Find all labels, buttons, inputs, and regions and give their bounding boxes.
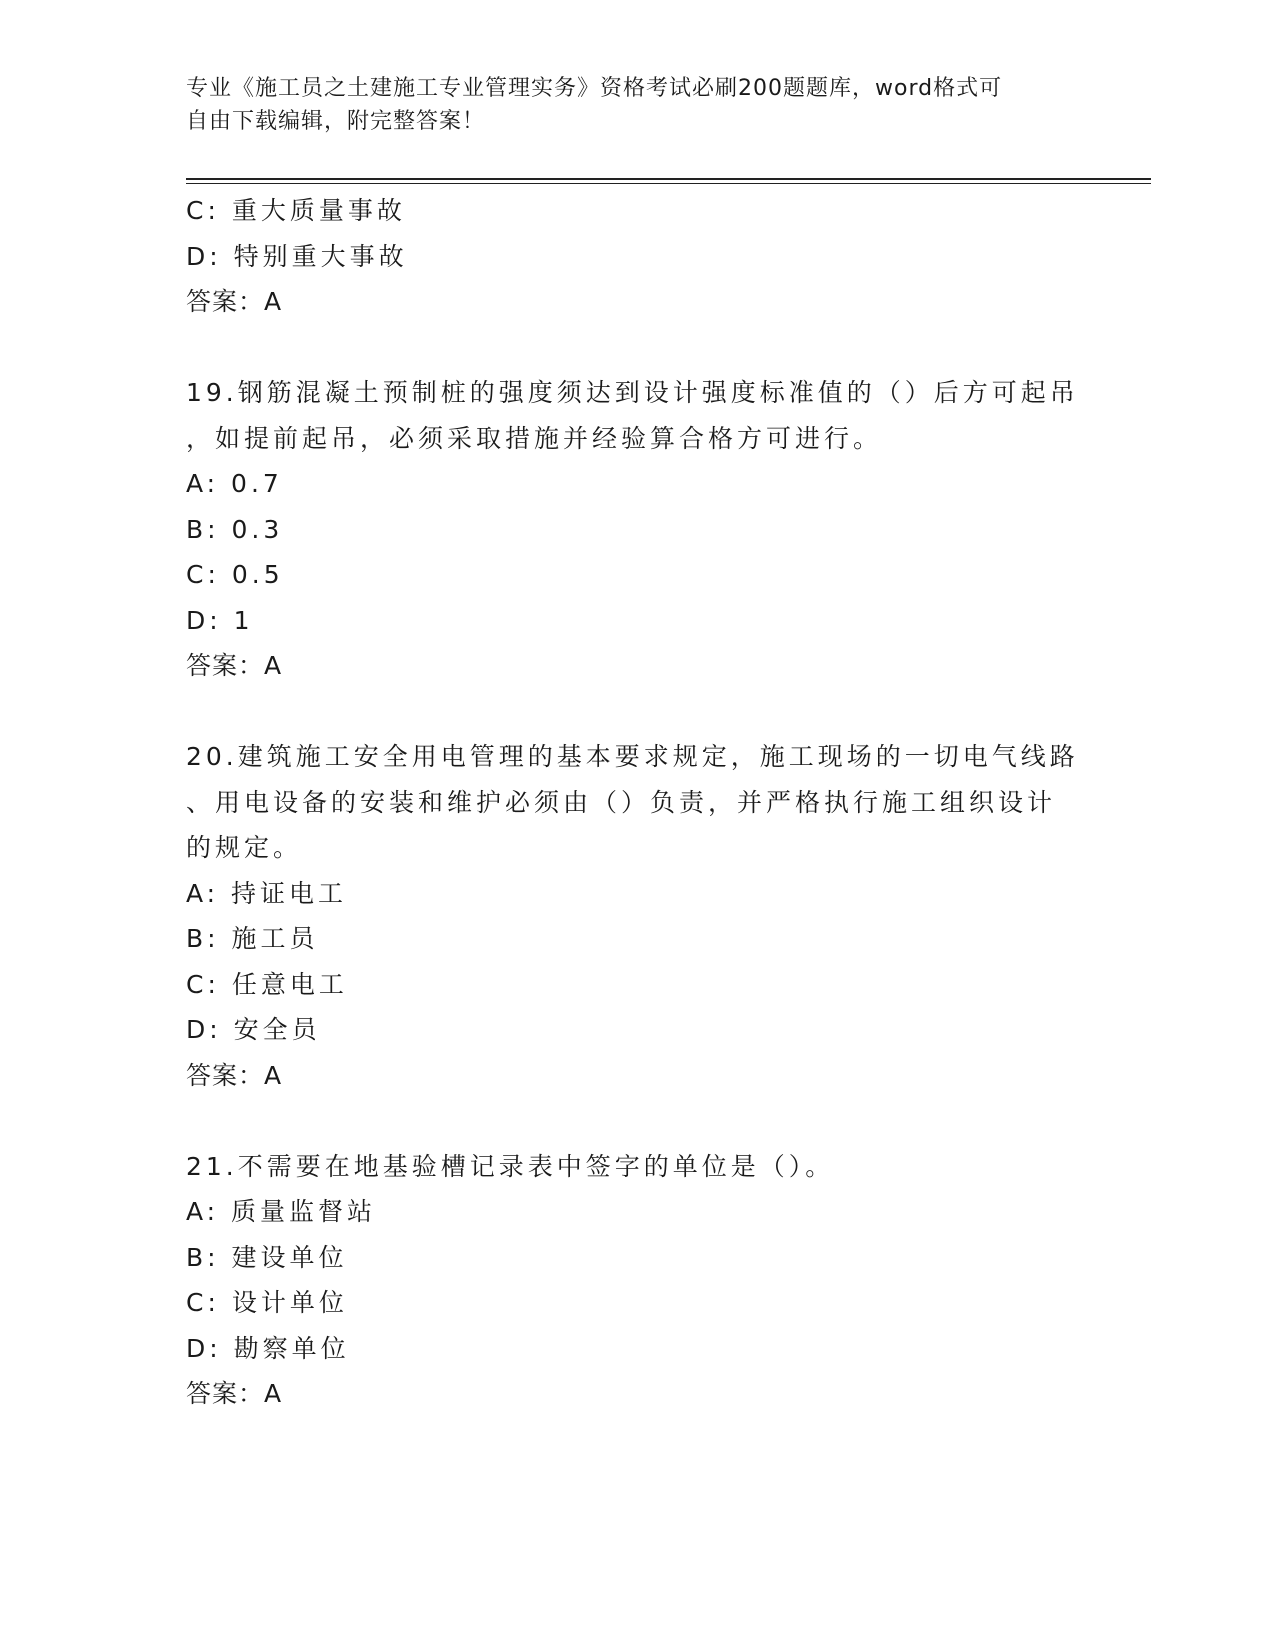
option-text: 勘察单位 <box>233 1333 350 1363</box>
option-line <box>186 1280 1086 1326</box>
option-text: 0.5 <box>231 560 284 589</box>
option-text: 重大质量事故 <box>231 196 406 225</box>
question-text-line: 、用电设备的安装和维护必须由（）负责，并严格执行施工组织设计 <box>186 787 1057 817</box>
option-text: 0.3 <box>231 514 284 544</box>
option-key: C: <box>186 560 220 589</box>
option-text: 1 <box>233 605 254 635</box>
question-text-line: 19.钢筋混凝土预制桩的强度须达到设计强度标准值的（）后方可起吊 <box>186 378 1079 407</box>
option-text: 质量监督站 <box>231 1197 377 1226</box>
option-text: 建设单位 <box>231 1242 348 1272</box>
option-text: 任意电工 <box>231 969 348 999</box>
option-line <box>186 234 1086 280</box>
answer-line: 答案：A <box>186 287 283 316</box>
option-line <box>186 1235 1086 1281</box>
header-rule-thick <box>186 178 1151 180</box>
option-line <box>186 552 1086 598</box>
option-text: 设计单位 <box>231 1288 348 1317</box>
option-line <box>186 871 1086 917</box>
question-text-line: 20.建筑施工安全用电管理的基本要求规定，施工现场的一切电气线路 <box>186 742 1079 771</box>
option-text: 施工员 <box>231 924 319 953</box>
question-text-line: 21.不需要在地基验槽记录表中签字的单位是（）。 <box>186 1151 835 1181</box>
option-line <box>186 1189 1086 1235</box>
header-line-2: 自由下载编辑，附完整答案！ <box>186 109 486 134</box>
option-line <box>186 1007 1086 1053</box>
option-key: B: <box>186 924 220 953</box>
question-gap <box>186 689 1086 735</box>
option-line <box>186 188 1086 234</box>
question-gap <box>186 1098 1086 1144</box>
question-20 <box>186 734 1086 1098</box>
option-key: C: <box>186 196 220 225</box>
option-key: A: <box>186 469 220 498</box>
question-list <box>186 188 1086 1417</box>
header-line-1: 专业《施工员之土建施工专业管理实务》资格考试必刷200题题库，word格式可 <box>186 76 1003 101</box>
option-text: 特别重大事故 <box>233 241 408 271</box>
option-key: B: <box>186 1242 220 1272</box>
option-line <box>186 507 1086 553</box>
option-key: C: <box>186 1288 220 1317</box>
option-text: 持证电工 <box>231 878 348 908</box>
answer-line: 答案：A <box>186 1379 283 1408</box>
option-key: B: <box>186 514 220 544</box>
option-line <box>186 962 1086 1008</box>
question-gap <box>186 325 1086 371</box>
question-19 <box>186 370 1086 689</box>
option-key: D: <box>186 241 222 271</box>
option-key: D: <box>186 605 222 635</box>
option-line <box>186 461 1086 507</box>
option-key: D: <box>186 1333 222 1363</box>
header-rule-thin <box>186 183 1151 184</box>
option-line <box>186 598 1086 644</box>
answer-line: 答案：A <box>186 651 283 680</box>
question-text-line: ，如提前起吊，必须采取措施并经验算合格方可进行。 <box>186 423 883 453</box>
option-text: 安全员 <box>233 1015 321 1044</box>
prev-question-block <box>186 188 1086 325</box>
option-key: D: <box>186 1015 222 1044</box>
question-text-line: 的规定。 <box>186 833 303 862</box>
option-line <box>186 1326 1086 1372</box>
answer-line: 答案：A <box>186 1060 283 1090</box>
option-key: C: <box>186 969 220 999</box>
option-key: A: <box>186 1197 220 1226</box>
option-text: 0.7 <box>231 469 283 498</box>
option-key: A: <box>186 878 220 908</box>
document-header <box>186 72 1066 138</box>
option-line <box>186 916 1086 962</box>
question-21 <box>186 1144 1086 1417</box>
